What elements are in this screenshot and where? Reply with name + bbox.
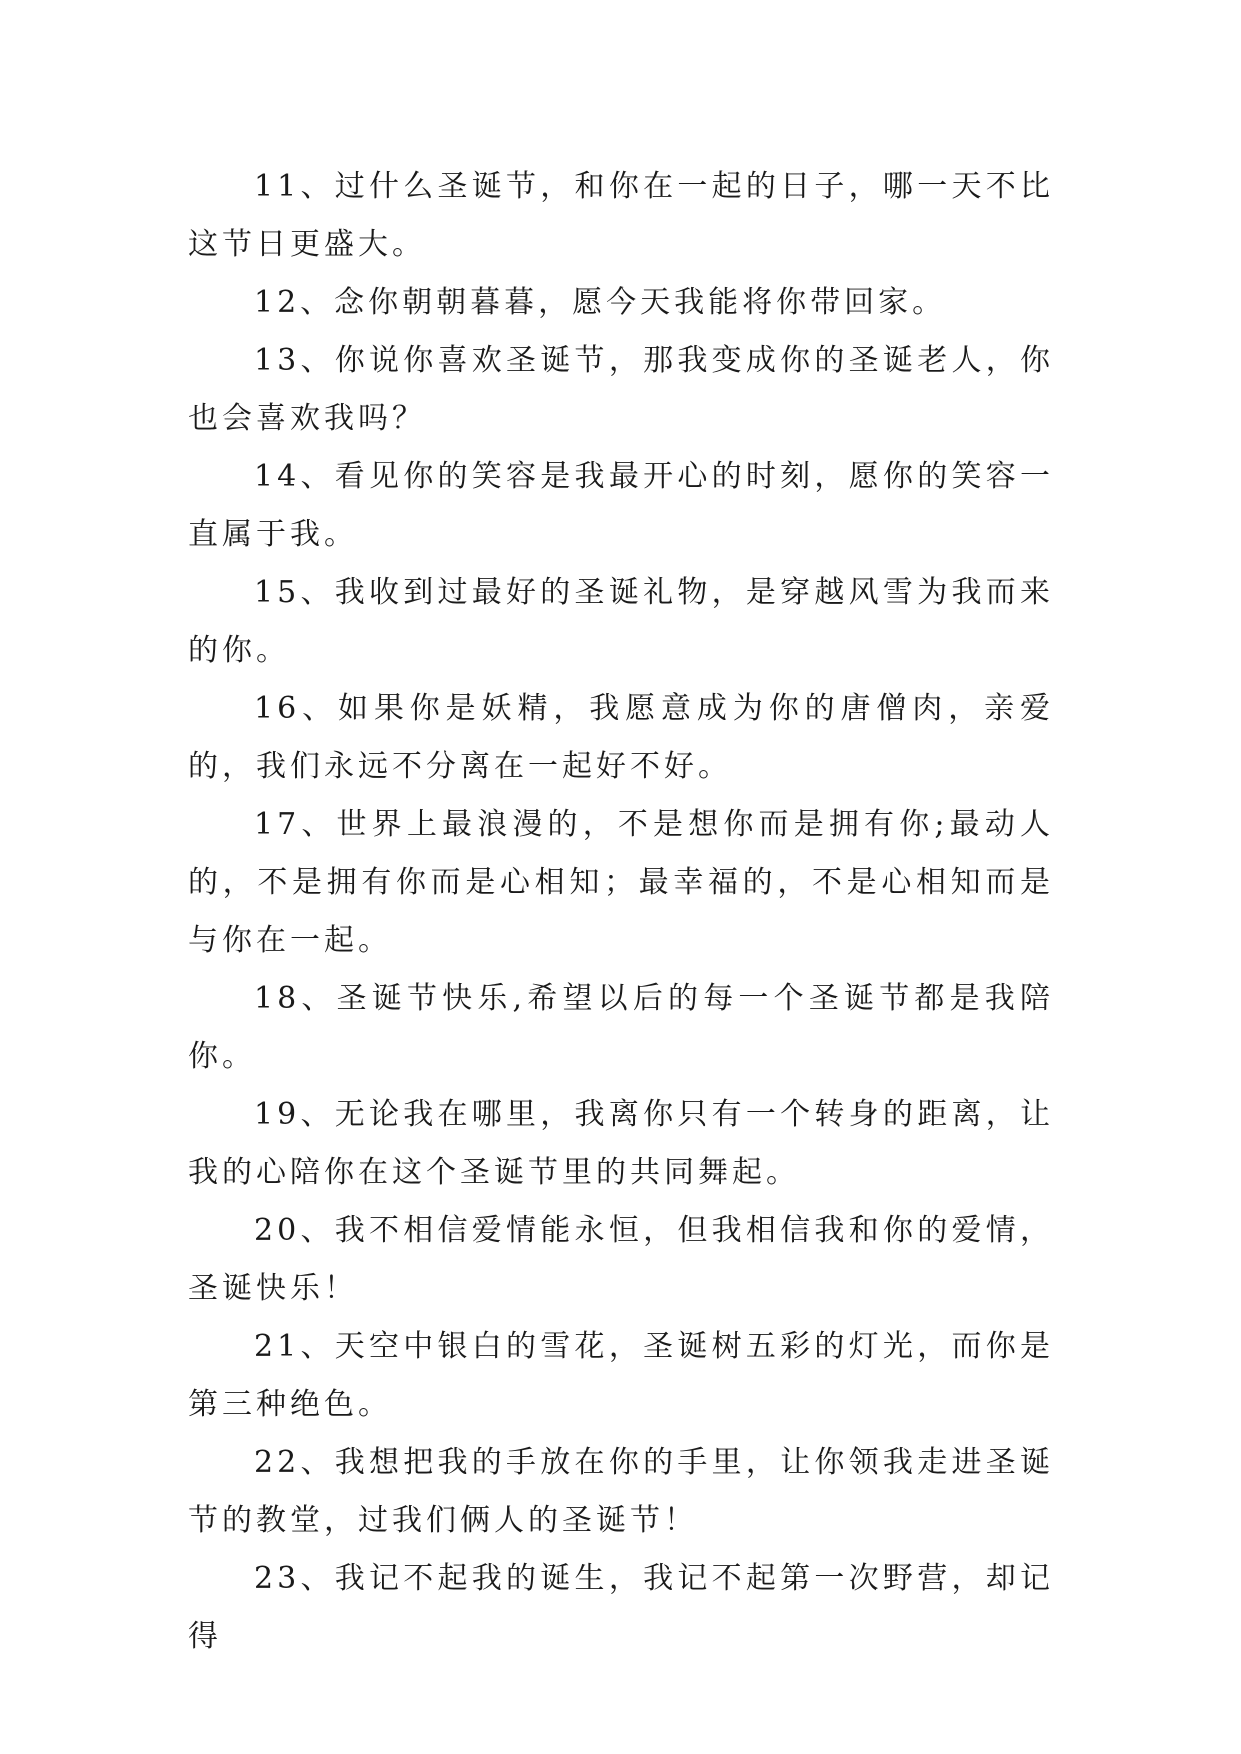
paragraph-22: 22、我想把我的手放在你的手里，让你领我走进圣诞节的教堂，过我们俩人的圣诞节！ <box>188 1445 1054 1538</box>
paragraph-13: 13、你说你喜欢圣诞节，那我变成你的圣诞老人，你也会喜欢我吗？ <box>188 343 1054 436</box>
document-page <box>188 158 1054 1666</box>
paragraph-17: 17、世界上最浪漫的，不是想你而是拥有你;最动人的，不是拥有你而是心相知；最幸福的，不是心相知而是与你在一起。 <box>188 807 1054 958</box>
paragraph-18: 18、圣诞节快乐,希望以后的每一个圣诞节都是我陪你。 <box>188 981 1054 1074</box>
paragraph-23: 23、我记不起我的诞生，我记不起第一次野营，却记得 <box>188 1561 1054 1654</box>
paragraph-20: 20、我不相信爱情能永恒，但我相信我和你的爱情，圣诞快乐！ <box>188 1213 1054 1306</box>
paragraph-12: 12、念你朝朝暮暮，愿今天我能将你带回家。 <box>254 285 947 320</box>
paragraph-14: 14、看见你的笑容是我最开心的时刻，愿你的笑容一直属于我。 <box>188 459 1054 552</box>
paragraph-16: 16、如果你是妖精，我愿意成为你的唐僧肉，亲爱的，我们永远不分离在一起好不好。 <box>188 691 1054 784</box>
paragraph-19: 19、无论我在哪里，我离你只有一个转身的距离，让我的心陪你在这个圣诞节里的共同舞起。 <box>188 1097 1054 1190</box>
paragraph-11: 11、过什么圣诞节，和你在一起的日子，哪一天不比这节日更盛大。 <box>188 169 1054 262</box>
paragraph-15: 15、我收到过最好的圣诞礼物，是穿越风雪为我而来的你。 <box>188 575 1054 668</box>
paragraph-21: 21、天空中银白的雪花，圣诞树五彩的灯光，而你是第三种绝色。 <box>188 1329 1054 1422</box>
